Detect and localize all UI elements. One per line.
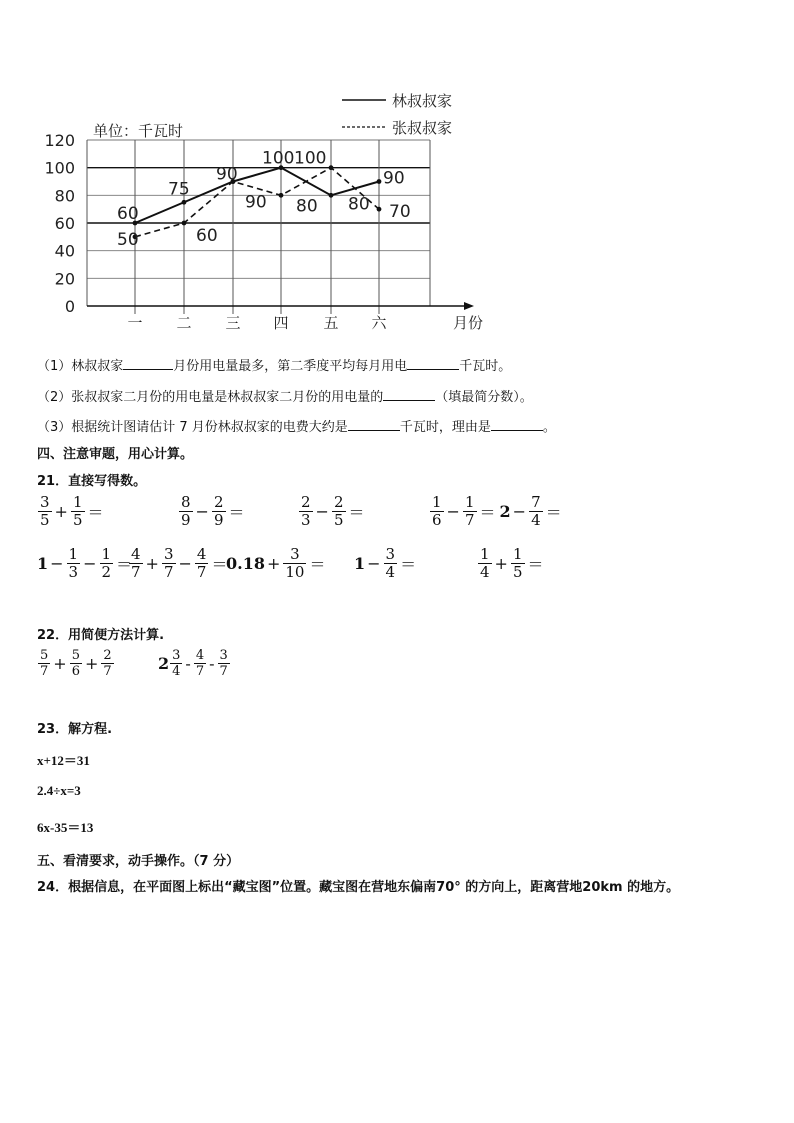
x-axis-arrow xyxy=(464,302,474,310)
q2-text-b: （填最简分数）。 xyxy=(435,390,533,405)
x-tick-label: 四 xyxy=(273,314,289,332)
x-tick-label: 二 xyxy=(176,314,192,332)
data-point xyxy=(329,193,334,198)
equation-3: 6x-35＝13 xyxy=(37,820,94,835)
data-label: 75 xyxy=(168,179,190,200)
electricity-line-chart xyxy=(30,80,490,340)
legend-label: 张叔叔家 xyxy=(392,119,453,137)
q1-blank-2[interactable] xyxy=(407,357,459,370)
data-label: 90 xyxy=(216,164,238,185)
q3-text-a: （3）根据统计图请估计 7 月份林叔叔家的电费大约是 xyxy=(37,420,348,435)
data-label: 50 xyxy=(117,229,139,250)
q1-text-a: （1）林叔叔家 xyxy=(37,359,124,374)
x-tick-label: 五 xyxy=(323,314,339,332)
x-tick-label: 三 xyxy=(225,314,241,332)
q3-text-b: 千瓦时，理由是 xyxy=(399,420,491,435)
legend-label: 林叔叔家 xyxy=(392,92,453,110)
y-tick-label: 60 xyxy=(54,214,75,233)
simplify-1: $\frac{5}{7}$ + $\frac{5}{6}$ + $\frac{2}{7}$ xyxy=(40,648,112,679)
q1-text-b: 月份用电量最多，第二季度平均每月用电 xyxy=(173,359,408,374)
section-5-heading: 五、看清要求，动手操作。（7 分） xyxy=(37,854,240,869)
q1-text-c: 千瓦时。 xyxy=(459,359,512,374)
calc-8: 1 − $\frac{3}{4}$ ＝ xyxy=(354,545,417,581)
data-label: 80 xyxy=(348,194,370,215)
data-label: 80 xyxy=(296,196,318,217)
y-tick-label: 40 xyxy=(54,241,75,261)
calc-2: $\frac{8}{9}$ − $\frac{2}{9}$ ＝ xyxy=(181,493,245,529)
calc-1: $\frac{3}{5}$ + $\frac{1}{5}$ ＝ xyxy=(40,493,104,529)
y-tick-label: 0 xyxy=(64,297,75,316)
data-label: 90 xyxy=(245,192,267,213)
y-tick-label: 20 xyxy=(54,269,75,289)
data-point xyxy=(182,221,187,226)
calc-4: $\frac{1}{6}$ − $\frac{1}{7}$ ＝ 2 − $\frac{7}{4}$ ＝ xyxy=(432,493,562,529)
q23-heading: 23．解方程. xyxy=(37,722,113,737)
unit-label: 单位：千瓦时 xyxy=(93,122,184,140)
question-3 xyxy=(37,416,556,435)
x-tick-label: 一 xyxy=(127,314,143,332)
y-tick-label: 80 xyxy=(54,186,75,206)
q3-blank-2[interactable] xyxy=(491,418,543,431)
data-label: 90 xyxy=(383,168,405,189)
data-point xyxy=(182,200,187,205)
q3-blank-1[interactable] xyxy=(348,418,400,431)
simplify-2: 2 $\frac{3}{4}$ - $\frac{4}{7}$ - $\frac{3}{7}$ xyxy=(158,648,228,679)
data-label: 100 xyxy=(294,148,327,169)
q24-text: 24．根据信息，在平面图上标出“藏宝图”位置。藏宝图在营地东偏南70° 的方向上，距离营地20km 的地方。 xyxy=(37,880,680,895)
data-point xyxy=(329,165,334,170)
data-label: 100 xyxy=(262,148,295,169)
equation-1: x+12＝31 xyxy=(37,753,90,768)
x-tick-label: 六 xyxy=(371,314,387,332)
x-axis-label: 月份 xyxy=(452,314,484,332)
data-point xyxy=(279,193,284,198)
q21-heading: 21．直接写得数。 xyxy=(37,474,147,489)
calc-6: $\frac{4}{7}$ + $\frac{3}{7}$ − $\frac{4}{7}$ ＝ xyxy=(131,545,228,581)
data-point xyxy=(377,179,382,184)
q2-blank[interactable] xyxy=(383,388,435,401)
q1-blank-1[interactable] xyxy=(123,357,173,370)
section-4-heading: 四、注意审题，用心计算。 xyxy=(37,447,194,462)
data-label: 60 xyxy=(117,204,139,224)
y-tick-label: 120 xyxy=(44,131,75,150)
equation-2: 2.4÷x=3 xyxy=(37,783,81,798)
question-2 xyxy=(37,386,533,405)
q3-text-c: 。 xyxy=(542,420,556,435)
calc-5: 1 − $\frac{1}{3}$ − $\frac{1}{2}$ ＝ xyxy=(37,545,133,581)
data-label: 70 xyxy=(389,202,411,223)
calc-3: $\frac{2}{3}$ − $\frac{2}{5}$ ＝ xyxy=(301,493,365,529)
question-1 xyxy=(37,355,511,374)
y-tick-label: 100 xyxy=(44,158,75,178)
calc-9: $\frac{1}{4}$ + $\frac{1}{5}$ ＝ xyxy=(480,545,544,581)
calc-7: 0.18 + $\frac{3}{10}$ ＝ xyxy=(226,545,326,581)
q22-heading: 22．用简便方法计算. xyxy=(37,628,165,643)
q2-text-a: （2）张叔叔家二月份的用电量是林叔叔家二月份的用电量的 xyxy=(37,390,384,405)
data-label: 60 xyxy=(196,226,218,246)
data-point xyxy=(377,207,382,212)
